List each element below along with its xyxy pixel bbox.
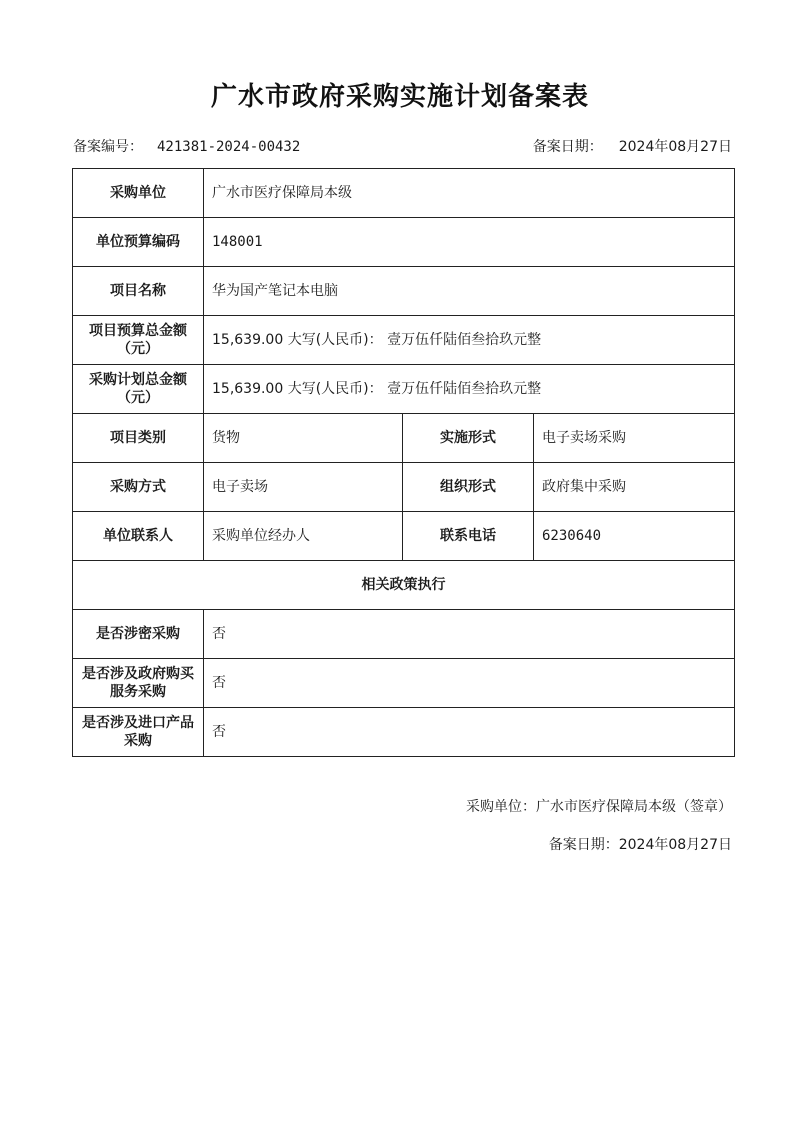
budget-code-label: 单位预算编码: [73, 218, 204, 267]
import-label: 是否涉及进口产品采购: [73, 708, 204, 757]
record-number: [73, 136, 300, 156]
filing-form-table: [72, 168, 735, 757]
secret-value: 否: [204, 610, 735, 659]
org-form-label: 组织形式: [403, 463, 534, 512]
row-project-name: [73, 267, 735, 316]
phone-value: 6230640: [534, 512, 735, 561]
impl-form-value: 电子卖场采购: [534, 414, 735, 463]
contact-value: 采购单位经办人: [204, 512, 403, 561]
row-category: [73, 414, 735, 463]
budget-total-value: 15,639.00 大写(人民币)： 壹万伍仟陆佰叁拾玖元整: [204, 316, 735, 365]
budget-total-label: 项目预算总金额（元）: [73, 316, 204, 365]
record-date-value: 2024年08月27日: [618, 139, 732, 155]
secret-label: 是否涉密采购: [73, 610, 204, 659]
row-policy-section: [73, 561, 735, 610]
record-number-value: 421381-2024-00432: [157, 139, 301, 155]
footer-purchaser-signature: 采购单位：广水市医疗保障局本级（签章）: [466, 799, 732, 815]
contact-label: 单位联系人: [73, 512, 204, 561]
project-name-label: 项目名称: [73, 267, 204, 316]
page-title: 广水市政府采购实施计划备案表: [210, 82, 589, 112]
category-value: 货物: [204, 414, 403, 463]
plan-total-label: 采购计划总金额（元）: [73, 365, 204, 414]
method-value: 电子卖场: [204, 463, 403, 512]
row-budget-code: [73, 218, 735, 267]
row-import: [73, 708, 735, 757]
record-number-label: 备案编号：: [73, 139, 143, 155]
row-budget-total: [73, 316, 735, 365]
impl-form-label: 实施形式: [403, 414, 534, 463]
row-secret: [73, 610, 735, 659]
gov-service-value: 否: [204, 659, 735, 708]
gov-service-label: 是否涉及政府购买服务采购: [73, 659, 204, 708]
category-label: 项目类别: [73, 414, 204, 463]
row-method: [73, 463, 735, 512]
import-value: 否: [204, 708, 735, 757]
row-purchaser: [73, 169, 735, 218]
method-label: 采购方式: [73, 463, 204, 512]
plan-total-value: 15,639.00 大写(人民币)： 壹万伍仟陆佰叁拾玖元整: [204, 365, 735, 414]
org-form-value: 政府集中采购: [534, 463, 735, 512]
record-date-label: 备案日期：: [532, 139, 603, 155]
phone-label: 联系电话: [403, 512, 534, 561]
footer-record-date: 备案日期：2024年08月27日: [548, 837, 732, 853]
purchaser-value: 广水市医疗保障局本级: [204, 169, 735, 218]
budget-code-value: 148001: [204, 218, 735, 267]
project-name-value: 华为国产笔记本电脑: [204, 267, 735, 316]
purchaser-label: 采购单位: [73, 169, 204, 218]
row-gov-service: [73, 659, 735, 708]
policy-section-heading: 相关政策执行: [73, 561, 735, 610]
row-plan-total: [73, 365, 735, 414]
row-contact: [73, 512, 735, 561]
record-date: [533, 136, 732, 156]
